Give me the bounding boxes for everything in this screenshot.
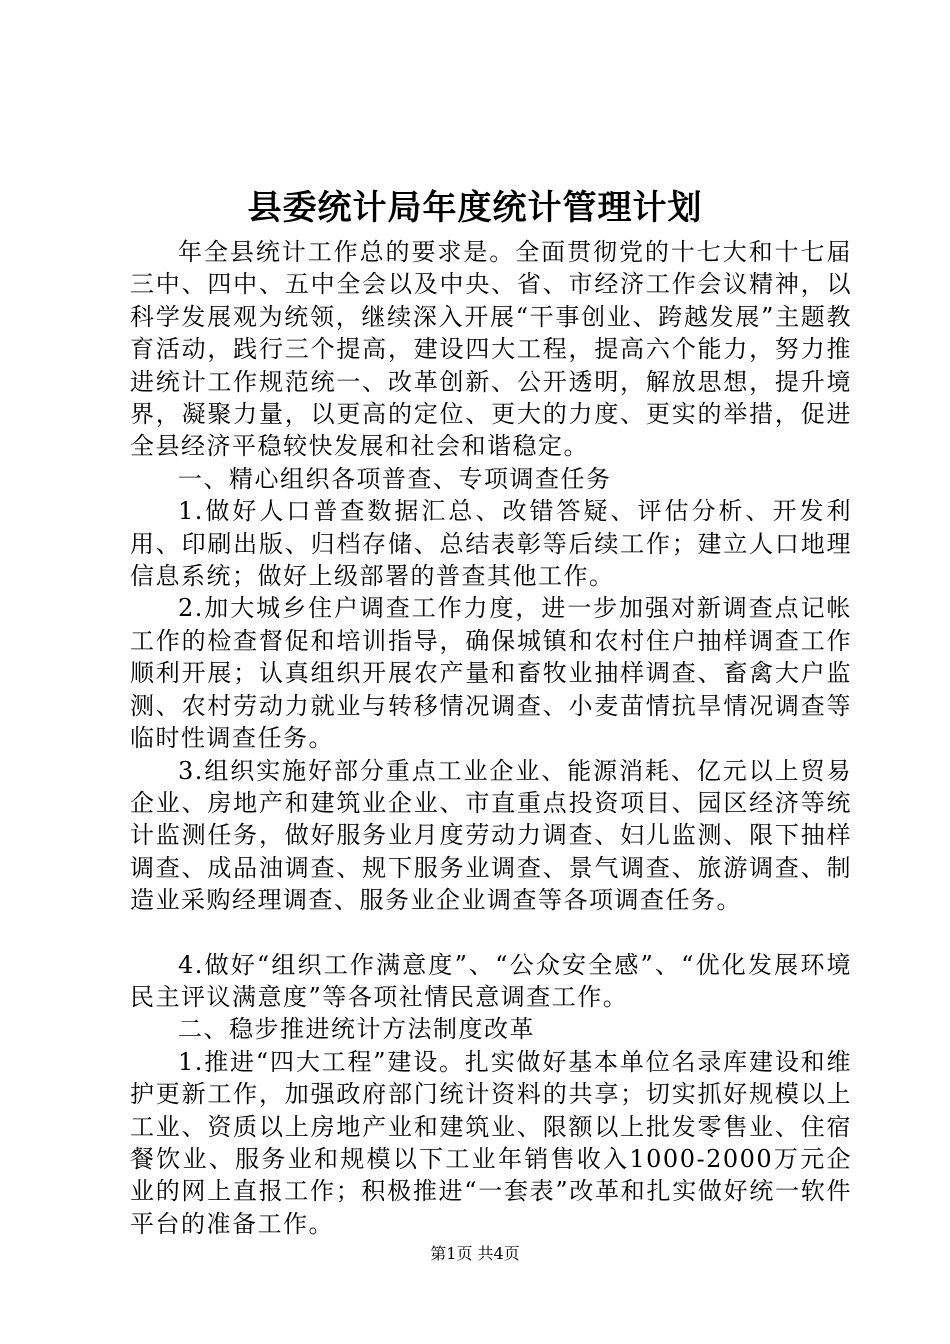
document-title: 县委统计局年度统计管理计划 [247,188,703,228]
section-heading-2: 二、稳步推进统计方法制度改革 [178,1015,535,1044]
section-1-item-2: 2.加大城乡住户调查工作力度，进一步加强对新调查点记帐工作的检查督促和培训指导，确保城镇和农村住户抽样调查工作顺利开展；认真组织开展农产量和畜牧业抽样调查、畜禽大户监测、农村劳动力就业与转移情况调查、小麦苗情抗旱情况调查等临时性调查任务。 [130,594,852,753]
page-footer: 第1页 共4页 [430,1244,520,1263]
section-2-item-1: 1.推进“四大工程”建设。扎实做好基本单位名录库建设和维护更新工作，加强政府部门统计资料的共享；切实抓好规模以上工业、资质以上房地产业和建筑业、限额以上批发零售业、住宿餐饮业、服务业和规模以下工业年销售收入1000-2000万元企业的网上直报工作；积极推进“一套表”改革和扎实做好统一软件平台的准备工作。 [130,1047,852,1238]
blank-line [130,917,852,949]
document-body [130,236,852,1240]
section-1-item-3: 3.组织实施好部分重点工业企业、能源消耗、亿元以上贸易企业、房地产和建筑业企业、市直重点投资项目、园区经济等统计监测任务，做好服务业月度劳动力调查、妇儿监测、限下抽样调查、成品油调查、规下服务业调查、景气调查、旅游调查、制造业采购经理调查、服务业企业调查等各项调查任务。 [130,756,852,915]
intro-paragraph: 年全县统计工作总的要求是。全面贯彻党的十七大和十七届三中、四中、五中全会以及中央、省、市经济工作会议精神，以科学发展观为统领，继续深入开展“干事创业、跨越发展”主题教育活动，践行三个提高，建设四大工程，提高六个能力，努力推进统计工作规范统一、改革创新、公开透明，解放思想，提升境界，凝聚力量，以更高的定位、更大的力度、更实的举措，促进全县经济平稳较快发展和社会和谐稳定。 [130,238,852,461]
section-1-item-1: 1.做好人口普查数据汇总、改错答疑、评估分析、开发利用、印刷出版、归档存储、总结表彰等后续工作；建立人口地理信息系统；做好上级部署的普查其他工作。 [130,497,852,591]
section-1-item-4: 4.做好“组织工作满意度”、“公众安全感”、“优化发展环境民主评议满意度”等各项社情民意调查工作。 [130,950,852,1011]
section-heading-1: 一、精心组织各项普查、专项调查任务 [178,464,612,493]
